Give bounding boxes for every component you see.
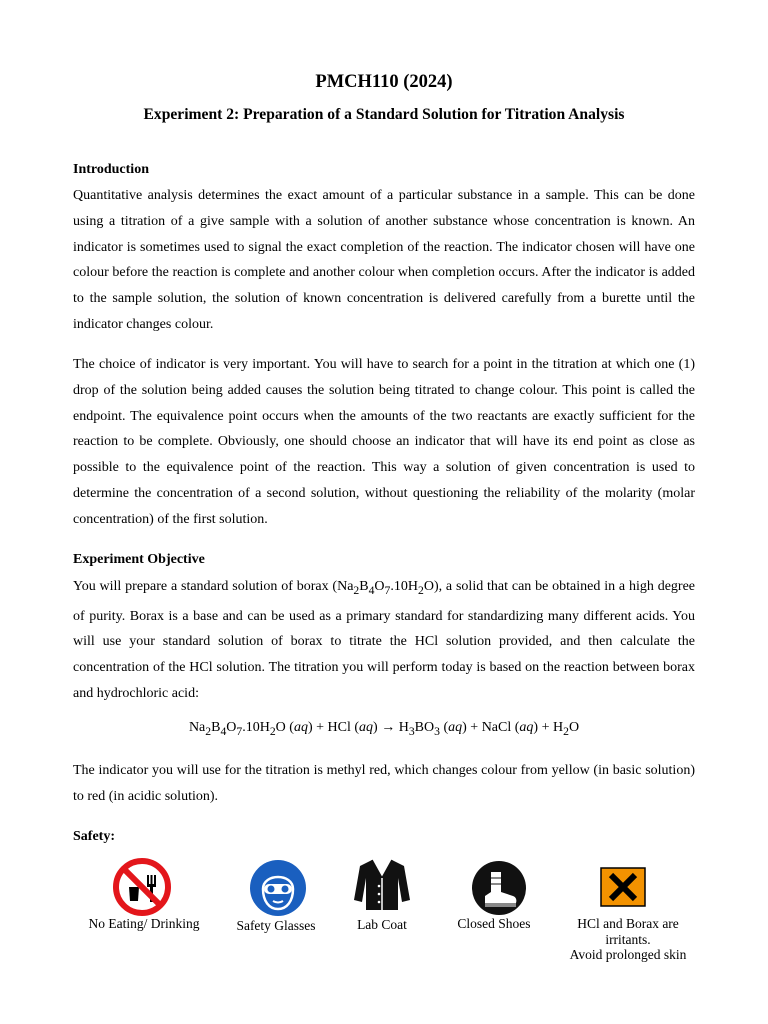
- irritant-label-line-3: Avoid prolonged skin: [569, 947, 687, 962]
- irritant-icon: [600, 867, 646, 907]
- objective-heading: Experiment Objective: [73, 552, 205, 567]
- introduction-paragraph-2-text: The choice of indicator is very important. You will have to search for a point in the titration at which one (1) drop of the solution being added causes the solution being titrated to change colour. This point is called the endpoint. The equivalence point occurs when the amounts of the two reactants are exactly sufficient for the reaction to be complete. Obviously, one should choose an indicator that will have its end point as close as possible to the equivalence point of the reaction. This way a solution of given concentration is used to determine the concentration of a second solution, without questioning the reliability of the molarity (molar concentration) of the first solution.: [73, 357, 695, 527]
- lab-coat-icon: [352, 856, 412, 912]
- reaction-equation: $Na_2B_4O_7.10H_2O$ (aq) + HCl $(aq) \to H_3BO_3$ (aq) + NaCl $(aq) + H_2O$: [188, 720, 580, 738]
- safety-glasses-icon: [249, 859, 307, 917]
- borax-formula: $Na_2B_4O_7.10H_2O$: [337, 579, 434, 597]
- irritant-label-line-1: HCl and Borax are: [577, 916, 679, 931]
- lab-coat-label: Lab Coat: [357, 917, 407, 932]
- closed-shoes-label: Closed Shoes: [457, 916, 531, 931]
- objective-text-part2: ), a solid that can be obtained in a high degree of purity. Borax is a base and can be used as a primary standard for standardizing many different acids. You will use your standard solution of borax to titrate the HCl solution provided, and then calculate the concentration of the HCl solution. The titration you will perform today is based on the reaction between borax and hydrochloric acid:: [73, 579, 695, 701]
- indicator-paragraph-text: The indicator you will use for the titration is methyl red, which changes colour from yellow (in basic solution) to red (in acidic solution).: [73, 763, 695, 804]
- introduction-heading: Introduction: [73, 162, 149, 177]
- experiment-title: Experiment 2: Preparation of a Standard Solution for Titration Analysis: [143, 106, 625, 123]
- irritant-label: [556, 916, 700, 963]
- course-title: PMCH110 (2024): [315, 72, 453, 92]
- safety-heading: Safety:: [73, 829, 115, 844]
- closed-shoes-icon: [471, 860, 527, 916]
- no-eating-drinking-icon: [112, 857, 172, 917]
- no-eating-drinking-label: No Eating/ Drinking: [88, 916, 200, 931]
- safety-glasses-label: Safety Glasses: [236, 918, 316, 933]
- irritant-label-line-2: irritants.: [605, 931, 651, 947]
- introduction-paragraph-1-text: Quantitative analysis determines the exact amount of a particular substance in a sample. This can be done using a titration of a give sample with a solution of another substance whose concentration is known. An indicator is sometimes used to signal the exact completion of the reaction. The indicator chosen will have one colour before the reaction is complete and another colour when completion occurs. After the indicator is added to the sample solution, the solution of known concentration is delivered carefully from a burette until the indicator changes colour.: [73, 188, 695, 332]
- objective-text-part1: You will prepare a standard solution of borax (: [73, 579, 338, 594]
